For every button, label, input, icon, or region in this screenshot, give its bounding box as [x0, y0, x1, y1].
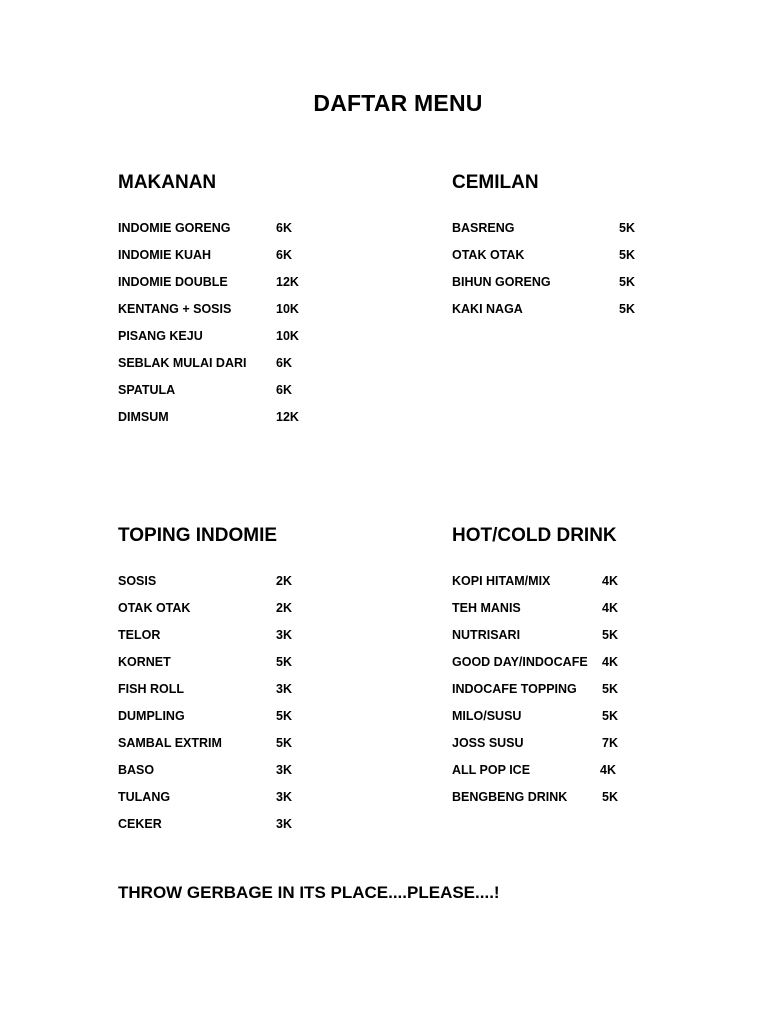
- menu-item: [452, 709, 732, 736]
- menu-item: [452, 790, 732, 817]
- menu-item: [118, 275, 398, 302]
- menu-item: [118, 736, 398, 763]
- item-price: 10K: [276, 329, 299, 343]
- item-name: BASO: [118, 763, 155, 777]
- menu-item: [452, 248, 732, 275]
- menu-item: [452, 682, 732, 709]
- item-name: FISH ROLL: [118, 682, 184, 696]
- item-name: INDOCAFE TOPPING: [452, 682, 577, 696]
- item-price: 4K: [602, 601, 618, 615]
- item-price: 3K: [276, 790, 292, 804]
- item-name: SAMBAL EXTRIM: [118, 736, 222, 750]
- item-price: 3K: [276, 628, 292, 642]
- item-name: BENGBENG DRINK: [452, 790, 568, 804]
- menu-item: [452, 302, 732, 329]
- section-heading: MAKANAN: [118, 172, 217, 193]
- menu-item: [452, 601, 732, 628]
- item-price: 5K: [602, 709, 618, 723]
- menu-item: [452, 763, 732, 790]
- item-list: [452, 574, 732, 817]
- menu-item: [118, 709, 398, 736]
- section-makanan: [118, 171, 398, 424]
- footer-notice: THROW GERBAGE IN ITS PLACE....PLEASE....!: [118, 883, 500, 902]
- menu-item: [118, 601, 398, 628]
- item-name: OTAK OTAK: [452, 248, 525, 262]
- item-price: 2K: [276, 601, 292, 615]
- item-name: KOPI HITAM/MIX: [452, 574, 551, 588]
- item-price: 3K: [276, 682, 292, 696]
- item-name: TELOR: [118, 628, 161, 642]
- menu-item: [452, 628, 732, 655]
- menu-item: [118, 682, 398, 709]
- item-name: BIHUN GORENG: [452, 275, 551, 289]
- item-price: 5K: [619, 275, 635, 289]
- menu-item: [452, 221, 732, 248]
- item-price: 5K: [602, 682, 618, 696]
- section-heading: HOT/COLD DRINK: [452, 525, 617, 546]
- page-title: DAFTAR MENU: [313, 90, 483, 116]
- item-price: 2K: [276, 574, 292, 588]
- item-list: [118, 574, 398, 844]
- menu-item: [118, 763, 398, 790]
- item-name: BASRENG: [452, 221, 515, 235]
- item-name: INDOMIE DOUBLE: [118, 275, 228, 289]
- menu-item: [118, 817, 398, 844]
- item-price: 4K: [602, 655, 618, 669]
- item-name: KORNET: [118, 655, 171, 669]
- menu-item: [118, 356, 398, 383]
- item-price: 6K: [276, 356, 292, 370]
- section-toping-indomie: [118, 524, 398, 831]
- menu-item: [118, 410, 398, 437]
- item-price: 7K: [602, 736, 618, 750]
- item-price: 12K: [276, 410, 299, 424]
- item-name: DUMPLING: [118, 709, 185, 723]
- item-name: SEBLAK MULAI DARI: [118, 356, 247, 370]
- item-price: 6K: [276, 248, 292, 262]
- item-name: TULANG: [118, 790, 171, 804]
- item-list: [118, 221, 398, 437]
- item-price: 5K: [276, 655, 292, 669]
- item-name: INDOMIE GORENG: [118, 221, 231, 235]
- item-name: GOOD DAY/INDOCAFE: [452, 655, 588, 669]
- item-name: DIMSUM: [118, 410, 169, 424]
- item-price: 5K: [276, 736, 292, 750]
- item-name: MILO/SUSU: [452, 709, 522, 723]
- item-name: NUTRISARI: [452, 628, 521, 642]
- item-name: KAKI NAGA: [452, 302, 523, 316]
- menu-item: [118, 655, 398, 682]
- item-name: OTAK OTAK: [118, 601, 191, 615]
- menu-item: [118, 248, 398, 275]
- item-price: 5K: [276, 709, 292, 723]
- menu-item: [118, 329, 398, 356]
- item-name: SOSIS: [118, 574, 157, 588]
- menu-item: [452, 655, 732, 682]
- item-price: 5K: [619, 248, 635, 262]
- menu-item: [118, 302, 398, 329]
- item-name: ALL POP ICE: [452, 763, 531, 777]
- item-name: SPATULA: [118, 383, 176, 397]
- menu-item: [118, 383, 398, 410]
- item-name: KENTANG + SOSIS: [118, 302, 232, 316]
- item-price: 4K: [600, 763, 616, 777]
- item-price: 5K: [619, 302, 635, 316]
- item-price: 5K: [619, 221, 635, 235]
- item-price: 12K: [276, 275, 299, 289]
- menu-item: [452, 275, 732, 302]
- item-price: 3K: [276, 817, 292, 831]
- item-list: [452, 221, 732, 329]
- item-price: 4K: [602, 574, 618, 588]
- item-price: 6K: [276, 221, 292, 235]
- item-name: JOSS SUSU: [452, 736, 524, 750]
- section-cemilan: [452, 171, 732, 316]
- menu-item: [452, 736, 732, 763]
- menu-item: [118, 790, 398, 817]
- menu-item: [118, 628, 398, 655]
- menu-item: [118, 574, 398, 601]
- section-heading: TOPING INDOMIE: [118, 525, 278, 546]
- section-hot-cold-drink: [452, 524, 732, 804]
- item-price: 3K: [276, 763, 292, 777]
- item-name: PISANG KEJU: [118, 329, 203, 343]
- item-price: 10K: [276, 302, 299, 316]
- item-price: 5K: [602, 628, 618, 642]
- item-name: TEH MANIS: [452, 601, 521, 615]
- menu-item: [118, 221, 398, 248]
- item-price: 6K: [276, 383, 292, 397]
- menu-item: [452, 574, 732, 601]
- item-price: 5K: [602, 790, 618, 804]
- item-name: CEKER: [118, 817, 162, 831]
- section-heading: CEMILAN: [452, 172, 539, 193]
- item-name: INDOMIE KUAH: [118, 248, 212, 262]
